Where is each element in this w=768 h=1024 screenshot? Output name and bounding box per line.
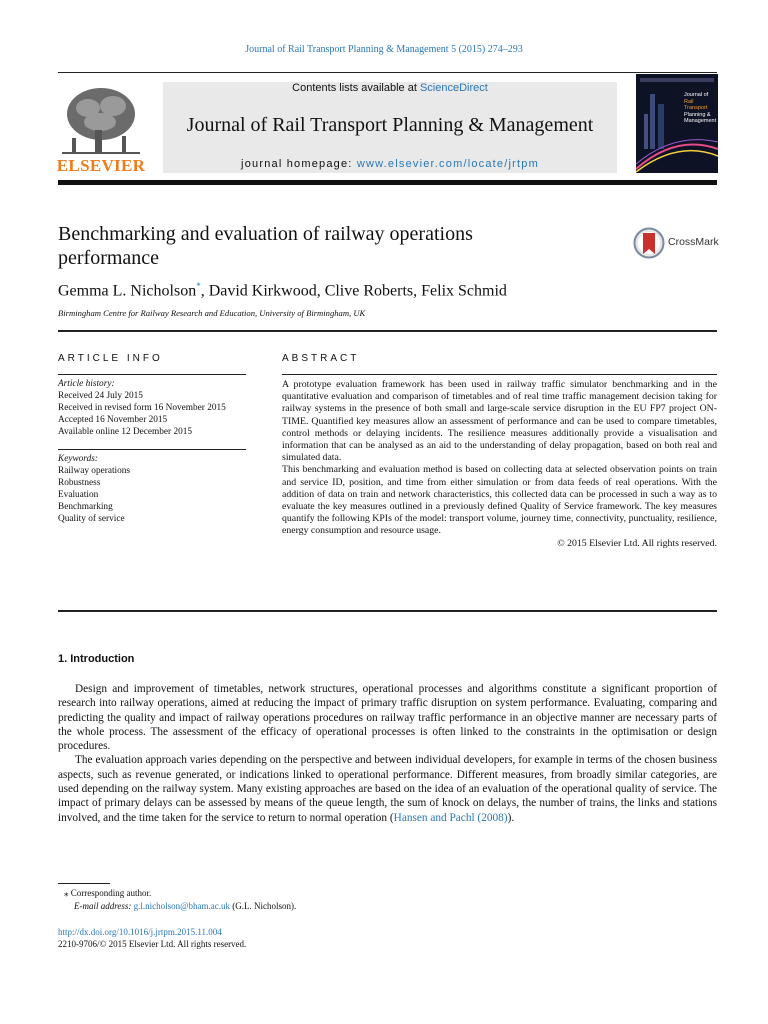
- body-paragraph: [58, 753, 717, 824]
- introduction-body: [58, 682, 717, 825]
- abstract-heading: ABSTRACT: [282, 353, 360, 364]
- abstract-copyright: © 2015 Elsevier Ltd. All rights reserved.: [557, 537, 717, 549]
- history-item: Available online 12 December 2015: [58, 427, 193, 437]
- sciencedirect-link[interactable]: ScienceDirect: [419, 82, 488, 94]
- article-info-heading: ARTICLE INFO: [58, 353, 163, 364]
- email-link[interactable]: g.l.nicholson@bham.ac.uk: [133, 901, 230, 911]
- journal-title: Journal of Rail Transport Planning & Management: [186, 114, 594, 136]
- abstract-paragraph: A prototype evaluation framework has been used in railway traffic simulator benchmarking and in the quantitative evaluation and comparison of timetables and of real time traffic management decision taking for railway systems in the presence of both small and large-scale service disruption in the EU FP7 project ON-TIME. Quantified key measures allow an assessment of performance and can be used to compare timetables, control methods or delaying incidents. The resilience measures additionally provide a visualisation and information that can be analysed as an aid to the understanding of delay propagation, based on both real and simulated data.: [282, 379, 717, 464]
- cover-line-4: Management: [684, 118, 717, 124]
- history-item: Accepted 16 November 2015: [58, 415, 168, 425]
- journal-homepage: [163, 158, 617, 170]
- section-heading-introduction: 1. Introduction: [58, 653, 135, 665]
- author-name: , David Kirkwood, Clive Roberts, Felix Schmid: [200, 282, 507, 300]
- keyword-item: Robustness: [58, 478, 101, 488]
- author-name: Gemma L. Nicholson: [58, 282, 197, 300]
- keywords-rule: [58, 449, 246, 450]
- body-text-end: ).: [507, 811, 515, 824]
- header-thick-rule: [58, 180, 717, 185]
- title-rule: [58, 330, 717, 332]
- keywords: [58, 453, 246, 525]
- cover-line-2: Rail Transport: [684, 98, 708, 111]
- article-title: Benchmarking and evaluation of railway operations performance: [58, 223, 473, 269]
- doi-link[interactable]: http://dx.doi.org/10.1016/j.jrtpm.2015.11.004: [58, 927, 222, 937]
- issn-copyright: 2210-9706/© 2015 Elsevier Ltd. All rights reserved.: [58, 939, 247, 949]
- body-paragraph: Design and improvement of timetables, network structures, operational processes and algorithms constitute a significant proportion of research into railway operations, aimed at reducing the impact of primary traffic disruption on system performance. Evaluating, comparing and predicting the quality and impact of railway operations procedures on railway traffic performance in an objective manner are necessary parts of the whole process. The assessment of the efficacy of operational processes is often linked to the constraints in the optimisation or design procedures.: [58, 683, 717, 753]
- keyword-item: Railway operations: [58, 466, 131, 476]
- abstract-body: [282, 379, 717, 550]
- email-label: E-mail address:: [74, 901, 134, 911]
- publisher-name: ELSEVIER: [56, 156, 146, 175]
- corresponding-mark[interactable]: *: [196, 281, 201, 291]
- journal-citation[interactable]: Journal of Rail Transport Planning & Management 5 (2015) 274–293: [245, 44, 523, 55]
- homepage-link[interactable]: www.elsevier.com/locate/jrtpm: [356, 158, 539, 170]
- history-item: Received 24 July 2015: [58, 391, 143, 401]
- keywords-label: Keywords:: [58, 454, 98, 464]
- contents-line: [163, 82, 617, 94]
- keyword-item: Evaluation: [58, 490, 99, 500]
- cover-line-1: Journal of: [684, 92, 709, 98]
- journal-cover-image[interactable]: [636, 74, 718, 173]
- header-rule: [58, 72, 717, 73]
- email-suffix: (G.L. Nicholson).: [229, 901, 297, 911]
- abstract-rule: [282, 374, 717, 375]
- crossmark-label: CrossMark: [668, 236, 719, 248]
- citation-link[interactable]: Hansen and Pachl (2008): [393, 811, 508, 824]
- cover-line-3: Planning &: [684, 111, 711, 118]
- journal-banner: [163, 82, 617, 173]
- author-list: [58, 281, 698, 300]
- contents-prefix: Contents lists available at: [292, 82, 420, 94]
- affiliation: Birmingham Centre for Railway Research and Education, University of Birmingham, UK: [58, 308, 366, 318]
- article-info-rule: [58, 374, 246, 375]
- history-item: Received in revised form 16 November 2015: [58, 403, 226, 413]
- keyword-item: Quality of service: [58, 514, 125, 524]
- history-label: Article history:: [58, 379, 115, 389]
- abstract-bottom-rule: [58, 610, 717, 612]
- footnote-corresponding: ⁎ Corresponding author.: [64, 888, 152, 898]
- footnote-rule: [58, 883, 110, 884]
- crossmark-icon: [633, 227, 665, 259]
- abstract-paragraph: This benchmarking and evaluation method is based on collecting data at selected observation points on train and service ID, position, and time from either simulation or from data feeds of real operations. With the addition of data on train and network characteristics, this collected data can be processed in such a way as to evaluate the key measures outlined in a previously defined Quality of Service framework. The key measures quantify the following KPIs of the model: transport volume, journey time, connectivity, punctuality, resilience, energy consumption and resource usage.: [282, 464, 717, 537]
- homepage-prefix: journal homepage:: [241, 158, 357, 170]
- crossmark-badge[interactable]: [633, 227, 723, 257]
- article-history: [58, 378, 246, 438]
- footnote-email: [74, 900, 574, 913]
- body-text: The evaluation approach varies depending on the perspective and between individual developers, for example in terms of the chosen business aspects, such as revenue generated, or indications linked to operational performance. Different measures, from broadly similar categories, are used depending on the railway system. Many existing approaches are based on the idea of an evaluation of the operational quality of service. The impact of primary delays can be assessed by means of the queue length, the sum of knock on delays, the number of trains, the links and stations involved, and the time taken for the service to return to normal operation (: [58, 754, 717, 824]
- keyword-item: Benchmarking: [58, 502, 113, 512]
